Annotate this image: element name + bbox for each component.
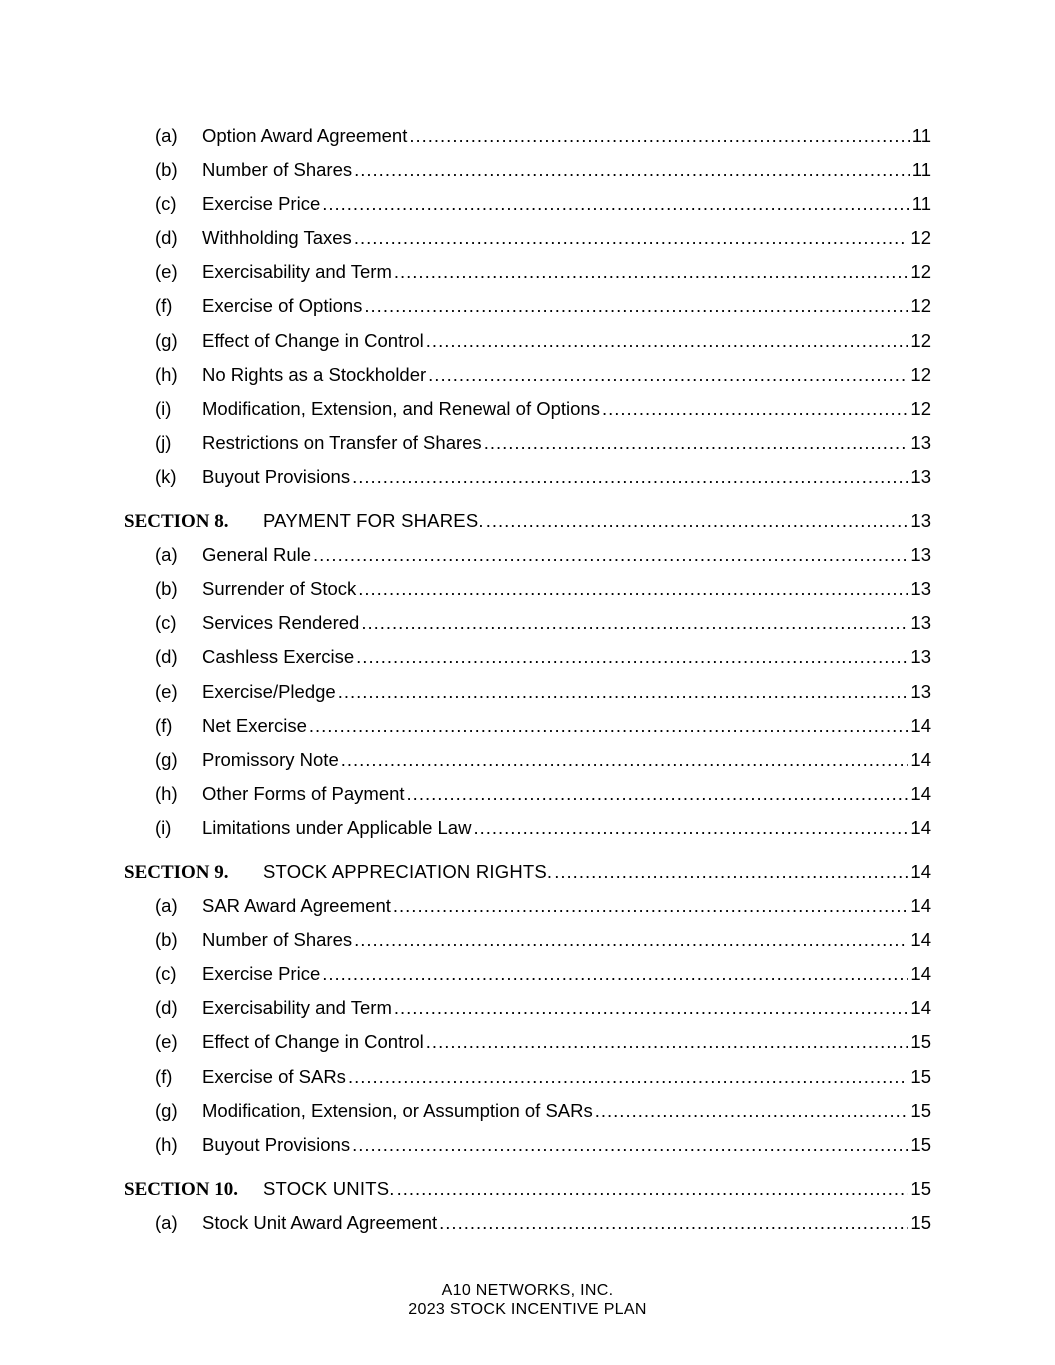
toc-entry-title: Exercisability and Term: [202, 997, 392, 1019]
toc-entry-letter: (d): [155, 646, 178, 668]
toc-entry-title: Buyout Provisions: [202, 1133, 351, 1155]
dot-leader: [484, 426, 909, 460]
toc-section-entry: [124, 1172, 931, 1206]
toc-entry-letter: (d): [155, 227, 178, 249]
toc-entry-letter: (c): [155, 612, 177, 634]
toc-entry-title: No Rights as a Stockholder: [202, 363, 427, 385]
toc-page-number: 14: [910, 748, 931, 770]
toc-page-number: 12: [910, 261, 931, 283]
toc-section-entry: [124, 504, 931, 538]
toc-entry: [124, 426, 931, 460]
dot-leader: [361, 606, 908, 640]
toc-page-number: 14: [910, 816, 931, 838]
dot-leader: [358, 572, 908, 606]
dot-leader: [322, 187, 910, 221]
dot-leader: [554, 855, 908, 889]
toc-entry-title: Other Forms of Payment: [202, 782, 405, 804]
toc-entry-title: Number of Shares: [202, 159, 353, 181]
toc-entry-letter: (g): [155, 1099, 178, 1121]
toc-entry-title: PAYMENT FOR SHARES.: [263, 510, 484, 532]
toc-page-number: 13: [910, 578, 931, 600]
toc-entry-letter: (i): [155, 397, 172, 419]
dot-leader: [602, 392, 908, 426]
toc-entry-letter: (h): [155, 363, 178, 385]
toc-page-number: 14: [910, 860, 931, 882]
toc-entry: [124, 221, 931, 255]
toc-entry-title: Option Award Agreement: [202, 125, 408, 146]
page-footer: [0, 1281, 1055, 1319]
toc-entry-title: Services Rendered: [202, 612, 360, 634]
toc-page-number: 15: [910, 1065, 931, 1087]
toc-entry-title: Promissory Note: [202, 748, 339, 770]
toc-entry-letter: (e): [155, 680, 178, 702]
dot-leader: [426, 324, 909, 358]
dot-leader: [393, 889, 909, 923]
toc-entry: [124, 606, 931, 640]
toc-entry-letter: (f): [155, 295, 173, 317]
toc-entry: [124, 289, 931, 323]
toc-entry-letter: (j): [155, 431, 172, 453]
toc-entry: [124, 1206, 931, 1240]
dot-leader: [426, 1025, 909, 1059]
toc-page-number: 14: [910, 997, 931, 1019]
dot-leader: [356, 640, 908, 674]
toc-entry-title: SAR Award Agreement: [202, 895, 391, 917]
toc-entry-title: Withholding Taxes: [202, 227, 352, 249]
dot-leader: [341, 743, 909, 777]
dot-leader: [439, 1206, 908, 1240]
toc-entry-title: Exercise/Pledge: [202, 680, 336, 702]
toc-page-number: 14: [910, 895, 931, 917]
toc-page-number: 12: [910, 329, 931, 351]
dot-leader: [595, 1094, 909, 1128]
toc-page-number: 13: [910, 510, 931, 532]
toc-entry: [124, 675, 931, 709]
toc-entry-letter: (g): [155, 329, 178, 351]
toc-page-number: 12: [910, 227, 931, 249]
toc-entry-letter: (c): [155, 963, 177, 985]
toc-entry-letter: (c): [155, 193, 177, 215]
footer-plan-title: 2023 STOCK INCENTIVE PLAN: [408, 1301, 647, 1318]
toc-entry: [124, 392, 931, 426]
toc-entry-title: Modification, Extension, and Renewal of Options: [202, 397, 600, 419]
dot-leader: [486, 504, 909, 538]
toc-page-number: 13: [910, 431, 931, 453]
toc-entry: [124, 460, 931, 494]
toc-entry-letter: (g): [155, 748, 178, 770]
toc-page-number: 11: [911, 125, 931, 146]
dot-leader: [348, 1060, 908, 1094]
toc-entry-title: Net Exercise: [202, 714, 307, 736]
toc-entry-title: Exercise Price: [202, 963, 321, 985]
dot-leader: [428, 358, 908, 392]
toc-entry-letter: (e): [155, 1031, 178, 1053]
toc-entry-title: STOCK APPRECIATION RIGHTS.: [263, 860, 553, 882]
toc-entry: [124, 957, 931, 991]
footer-company: A10 NETWORKS, INC.: [441, 1282, 614, 1299]
toc-entry: [124, 889, 931, 923]
toc-entry-letter: (b): [155, 578, 178, 600]
toc-entry-title: Stock Unit Award Agreement: [202, 1211, 438, 1233]
toc-entry: [124, 255, 931, 289]
toc-section-entry: [124, 855, 931, 889]
toc-section-number: SECTION 8.: [124, 511, 229, 533]
toc-entry-letter: (a): [155, 544, 178, 566]
toc-page-number: 13: [910, 544, 931, 566]
toc-entry: [124, 1025, 931, 1059]
toc-entry-title: Effect of Change in Control: [202, 1031, 424, 1053]
toc-entry-title: Limitations under Applicable Law: [202, 816, 472, 838]
toc-entry-letter: (a): [155, 1211, 178, 1233]
dot-leader: [354, 923, 908, 957]
toc-entry-letter: (e): [155, 261, 178, 283]
toc-entry-letter: (h): [155, 782, 178, 804]
toc-entry-letter: (a): [155, 895, 178, 917]
dot-leader: [338, 675, 909, 709]
toc-entry-letter: (d): [155, 997, 178, 1019]
toc-page-number: 11: [911, 159, 931, 181]
toc-entry-title: Exercise of Options: [202, 295, 363, 317]
toc-page-number: 14: [910, 714, 931, 736]
toc-page-number: 14: [910, 929, 931, 951]
toc-page-number: 12: [910, 363, 931, 385]
dot-leader: [354, 221, 909, 255]
toc-entry: [124, 153, 931, 187]
toc-entry: [124, 119, 931, 153]
dot-leader: [313, 538, 908, 572]
toc-entry: [124, 1128, 931, 1162]
toc-entry-letter: (a): [155, 125, 178, 146]
toc-entry-title: Surrender of Stock: [202, 578, 357, 600]
toc-section-number: SECTION 9.: [124, 861, 229, 883]
dot-leader: [352, 460, 908, 494]
toc-entry: [124, 991, 931, 1025]
toc-entry-letter: (k): [155, 465, 177, 487]
toc-entry-title: Exercise of SARs: [202, 1065, 346, 1087]
dot-leader: [352, 1128, 908, 1162]
toc-page-number: 13: [910, 465, 931, 487]
toc-entry-title: Exercise Price: [202, 193, 321, 215]
toc-page-number: 12: [910, 397, 931, 419]
toc-entry: [124, 1094, 931, 1128]
toc-entry-letter: (b): [155, 159, 178, 181]
toc-entry: [124, 923, 931, 957]
dot-leader: [364, 289, 908, 323]
dot-leader: [394, 991, 909, 1025]
toc-entry-title: Buyout Provisions: [202, 465, 351, 487]
toc-page-number: 12: [910, 295, 931, 317]
dot-leader: [397, 1172, 909, 1206]
toc-entry-title: General Rule: [202, 544, 312, 566]
dot-leader: [394, 255, 909, 289]
toc-entry: [124, 1060, 931, 1094]
toc-page-number: 14: [910, 963, 931, 985]
toc-section-number: SECTION 10.: [124, 1178, 239, 1200]
dot-leader: [354, 153, 910, 187]
toc-entry: [124, 640, 931, 674]
toc-page-number: 13: [910, 646, 931, 668]
dot-leader: [407, 777, 909, 811]
dot-leader: [409, 119, 909, 153]
toc-entry: [124, 811, 931, 845]
dot-leader: [309, 709, 909, 743]
toc-page-number: 14: [910, 782, 931, 804]
dot-leader: [322, 957, 908, 991]
toc-entry-letter: (f): [155, 1065, 173, 1087]
toc-entry-title: Cashless Exercise: [202, 646, 355, 668]
toc-entry: [124, 538, 931, 572]
toc-entry-letter: (i): [155, 816, 172, 838]
toc-page-number: 11: [911, 193, 931, 215]
toc-page-number: 15: [910, 1031, 931, 1053]
toc-entry-letter: (h): [155, 1133, 178, 1155]
table-of-contents: [124, 119, 931, 1240]
dot-leader: [473, 811, 908, 845]
toc-entry: [124, 187, 931, 221]
toc-entry: [124, 777, 931, 811]
toc-entry-title: Exercisability and Term: [202, 261, 392, 283]
toc-page-number: 13: [910, 612, 931, 634]
toc-entry-title: Number of Shares: [202, 929, 353, 951]
toc-page-number: 13: [910, 680, 931, 702]
toc-entry-letter: (b): [155, 929, 178, 951]
toc-entry-title: STOCK UNITS.: [263, 1177, 395, 1199]
toc-page-number: 15: [910, 1099, 931, 1121]
toc-entry-title: Modification, Extension, or Assumption of SARs: [202, 1099, 593, 1121]
toc-page-number: 15: [910, 1177, 931, 1199]
toc-page-number: 15: [910, 1133, 931, 1155]
toc-page-number: 15: [910, 1211, 931, 1233]
toc-entry-title: Restrictions on Transfer of Shares: [202, 431, 482, 453]
toc-entry: [124, 743, 931, 777]
toc-entry-title: Effect of Change in Control: [202, 329, 424, 351]
toc-entry: [124, 709, 931, 743]
toc-entry: [124, 572, 931, 606]
toc-entry-letter: (f): [155, 714, 173, 736]
toc-entry: [124, 358, 931, 392]
toc-entry: [124, 324, 931, 358]
